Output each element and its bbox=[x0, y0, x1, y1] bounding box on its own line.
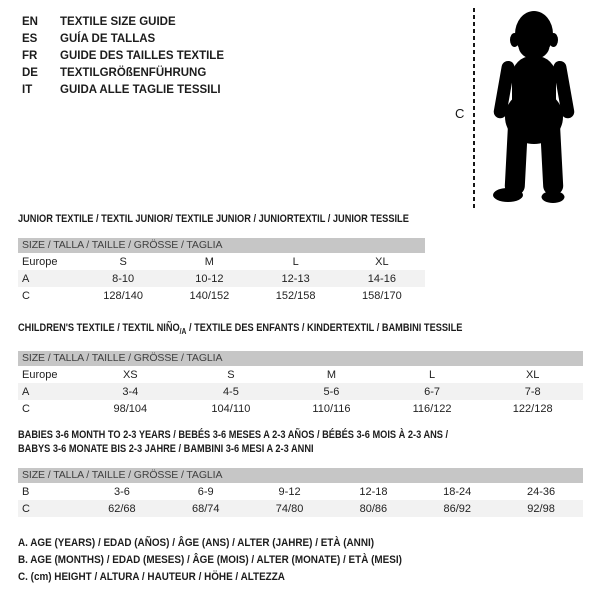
cell-value: 5-6 bbox=[323, 385, 340, 398]
babies-textile-section bbox=[18, 428, 583, 517]
cell-value: 18-24 bbox=[443, 485, 472, 498]
language-label: TEXTILGRÖßENFÜHRUNG bbox=[60, 67, 207, 79]
cell-value: S bbox=[227, 368, 235, 381]
cell-value: 74/80 bbox=[275, 502, 304, 515]
cell-value: 80/86 bbox=[359, 502, 388, 515]
cell-value: 3-6 bbox=[113, 485, 130, 498]
language-row bbox=[22, 14, 224, 31]
language-code: FR bbox=[22, 50, 38, 62]
size-header-bar: SIZE / TALLA / TAILLE / GRÖSSE / TAGLIA bbox=[18, 238, 425, 253]
cell-value: 98/104 bbox=[113, 402, 148, 415]
row-label: B bbox=[22, 485, 30, 498]
cell-value: 10-12 bbox=[195, 272, 224, 285]
footnote-line: B. AGE (MONTHS) / EDAD (MESES) / ÂGE (MOIS) / ALTER (MONATE) / ETÀ (MESI) bbox=[18, 554, 402, 566]
cell-value: M bbox=[204, 255, 214, 268]
cell-value: 110/116 bbox=[312, 402, 351, 415]
cell-value: 92/98 bbox=[527, 502, 555, 515]
childrens-textile-section bbox=[18, 321, 583, 417]
table-row bbox=[18, 483, 583, 500]
cell-value: S bbox=[119, 255, 127, 268]
cell-value: 4-5 bbox=[222, 385, 239, 398]
table-title: CHILDREN'S TEXTILE / TEXTIL $NIÑO_{/A}$ / TEXTILE DES ENFANTS / KINDERTEXTIL / BAMBINI TESSILE bbox=[18, 322, 463, 337]
table-row bbox=[18, 253, 425, 270]
language-row bbox=[22, 82, 224, 99]
cell-value: L bbox=[429, 368, 436, 381]
table-row bbox=[18, 383, 583, 400]
table-row bbox=[18, 366, 583, 383]
language-row bbox=[22, 65, 224, 82]
language-code: ES bbox=[22, 33, 38, 45]
footnote-line: C. (cm) HEIGHT / ALTURA / HAUTEUR / HÖHE / ALTEZZA bbox=[18, 571, 285, 583]
height-measure-dashed-line bbox=[473, 8, 475, 208]
cell-value: 12-13 bbox=[281, 272, 310, 285]
cell-value: 152/158 bbox=[275, 289, 316, 302]
language-row bbox=[22, 31, 224, 48]
cell-value: 12-18 bbox=[359, 485, 388, 498]
table-title: BABIES 3-6 MONTH TO 2-3 YEARS / BEBÉS 3-6 MESES A 2-3 AÑOS / BÉBÉS 3-6 MOIS À 2-3 ANS / BABYS 3-6 MONATE BIS 2-3 JAHRE / BAMBINI 3-6 MESI A 2-3 ANNI bbox=[18, 429, 449, 455]
measure-c-label: C bbox=[455, 106, 465, 121]
language-row bbox=[22, 48, 224, 65]
cell-value: 6-9 bbox=[197, 485, 214, 498]
cell-value: 8-10 bbox=[112, 272, 135, 285]
cell-value: 116/122 bbox=[412, 402, 452, 415]
table-row bbox=[18, 400, 583, 417]
footnote-line: A. AGE (YEARS) / EDAD (AÑOS) / ÂGE (ANS) / ALTER (JAHRE) / ETÀ (ANNI) bbox=[18, 537, 375, 549]
language-code: DE bbox=[22, 67, 38, 79]
cell-value: 14-16 bbox=[367, 272, 396, 285]
footnotes bbox=[18, 535, 402, 586]
cell-value: 86/92 bbox=[443, 502, 471, 515]
language-label: GUIDA ALLE TAGLIE TESSILI bbox=[60, 84, 221, 96]
cell-value: 9-12 bbox=[278, 485, 301, 498]
cell-value: 62/68 bbox=[108, 502, 136, 515]
row-label: A bbox=[22, 385, 30, 398]
size-header-bar: SIZE / TALLA / TAILLE / GRÖSSE / TAGLIA bbox=[18, 468, 583, 483]
language-label: GUIDE DES TAILLES TEXTILE bbox=[60, 50, 224, 62]
row-label: A bbox=[22, 272, 30, 285]
cell-value: 7-8 bbox=[524, 385, 541, 398]
size-table bbox=[18, 366, 583, 417]
size-header-bar: SIZE / TALLA / TAILLE / GRÖSSE / TAGLIA bbox=[18, 351, 583, 366]
language-label: GUÍA DE TALLAS bbox=[60, 33, 156, 45]
cell-value: 104/110 bbox=[211, 402, 251, 415]
toddler-silhouette-image bbox=[482, 5, 586, 209]
cell-value: 128/140 bbox=[103, 289, 143, 302]
language-label: TEXTILE SIZE GUIDE bbox=[60, 16, 176, 28]
language-list bbox=[22, 14, 224, 99]
language-code: EN bbox=[22, 16, 38, 28]
language-code: IT bbox=[22, 84, 33, 96]
row-label: C bbox=[22, 502, 30, 515]
cell-value: 68/74 bbox=[191, 502, 220, 515]
size-table bbox=[18, 483, 583, 517]
row-label: Europe bbox=[22, 368, 58, 381]
table-row bbox=[18, 500, 583, 517]
junior-textile-section bbox=[18, 212, 425, 304]
table-title: JUNIOR TEXTILE / TEXTIL JUNIOR/ TEXTILE JUNIOR / JUNIORTEXTIL / JUNIOR TESSILE bbox=[18, 213, 409, 225]
cell-value: 6-7 bbox=[424, 385, 441, 398]
cell-value: 140/152 bbox=[189, 289, 230, 302]
row-label: Europe bbox=[22, 255, 58, 268]
table-row bbox=[18, 270, 425, 287]
cell-value: L bbox=[292, 255, 299, 268]
cell-value: XL bbox=[375, 255, 389, 268]
size-table bbox=[18, 253, 425, 304]
cell-value: 158/170 bbox=[361, 289, 402, 302]
table-row bbox=[18, 287, 425, 304]
cell-value: 3-4 bbox=[122, 385, 139, 398]
row-label: C bbox=[22, 402, 30, 415]
cell-value: 24-36 bbox=[527, 485, 556, 498]
cell-value: XL bbox=[525, 368, 540, 381]
row-label: C bbox=[22, 289, 30, 302]
cell-value: 122/128 bbox=[512, 402, 553, 415]
cell-value: XS bbox=[122, 368, 138, 381]
cell-value: M bbox=[326, 368, 337, 381]
